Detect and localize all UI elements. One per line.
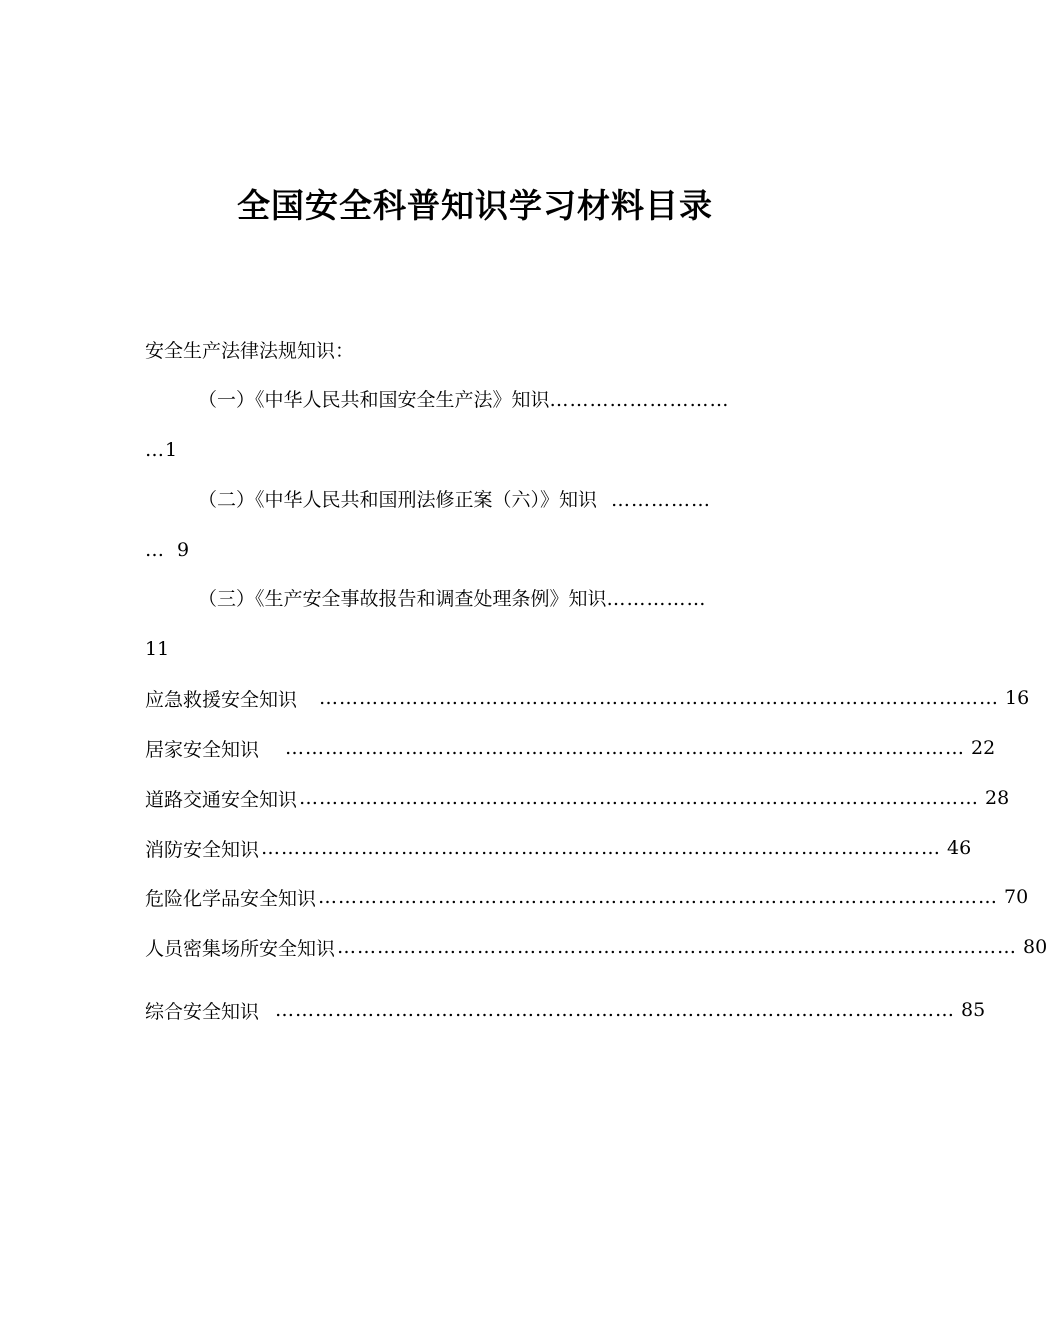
toc-entry-crowded-places[interactable] (145, 933, 1047, 961)
toc-subitem-3[interactable] (198, 587, 707, 611)
toc-entry-home-safety[interactable] (145, 734, 996, 762)
toc-entry-road-traffic[interactable] (145, 784, 1010, 812)
toc-page-number: 22 (971, 737, 996, 759)
toc-leader-dots: … (145, 439, 165, 461)
toc-page-number: 1 (165, 439, 178, 461)
toc-entry-label: 应急救援安全知识 (145, 688, 298, 711)
toc-page-number: 16 (1005, 687, 1030, 709)
toc-entry-label: 人员密集场所安全知识 (145, 937, 336, 960)
toc-entry-label: 综合安全知识 (145, 1000, 260, 1023)
toc-subitem-2-continuation (145, 538, 189, 562)
toc-subitem-label: （二）《中华人民共和国刑法修正案（六）》知识 (198, 489, 598, 511)
toc-entry-fire-safety[interactable] (145, 834, 972, 862)
toc-subitem-label: （一）《中华人民共和国安全生产法》知识 (198, 389, 550, 411)
toc-leader-dots: ………………………………………………………………………………………… (319, 687, 1000, 709)
toc-leader-dots: …………… (606, 588, 707, 610)
toc-subitem-label: （三）《生产安全事故报告和调查处理条例》知识 (198, 588, 607, 610)
toc-entry-label: 危险化学品安全知识 (145, 887, 317, 910)
toc-leader-dots: ………………………………………………………………………………………… (299, 787, 980, 809)
toc-page-number: 70 (1004, 886, 1029, 908)
toc-leader-dots: ………………………………………………………………………………………… (285, 737, 966, 759)
toc-page-number: 9 (177, 539, 190, 561)
toc-entry-emergency-rescue[interactable] (145, 684, 1030, 712)
toc-leader-dots: … (145, 539, 165, 561)
toc-leader-dots: …………… (611, 489, 712, 511)
toc-subitem-3-continuation (145, 637, 169, 661)
toc-page-number: 80 (1023, 936, 1047, 958)
document-title: 全国安全科普知识学习材料目录 (237, 186, 713, 225)
toc-entry-label: 消防安全知识 (145, 838, 260, 861)
toc-entry-general-safety[interactable] (145, 996, 986, 1024)
toc-page-number: 85 (961, 999, 986, 1021)
toc-leader-dots: ………………………………………………………………………………………… (337, 936, 1018, 958)
toc-entry-label: 道路交通安全知识 (145, 788, 298, 811)
toc-leader-dots: ………………………………………………………………………………………… (318, 886, 999, 908)
section-heading: 安全生产法律法规知识： (145, 340, 355, 362)
toc-leader-dots: ………………………………………………………………………………………… (275, 999, 956, 1021)
toc-entry-hazardous-chemicals[interactable] (145, 883, 1029, 911)
toc-page-number: 11 (145, 638, 170, 660)
toc-page-number: 46 (947, 837, 972, 859)
toc-subitem-1[interactable] (198, 388, 730, 412)
toc-leader-dots: ……………………… (549, 389, 730, 411)
toc-subitem-2[interactable] (198, 488, 711, 512)
toc-page-number: 28 (985, 787, 1010, 809)
toc-leader-dots: ………………………………………………………………………………………… (261, 837, 942, 859)
toc-entry-label: 居家安全知识 (145, 738, 260, 761)
toc-subitem-1-continuation (145, 438, 177, 462)
